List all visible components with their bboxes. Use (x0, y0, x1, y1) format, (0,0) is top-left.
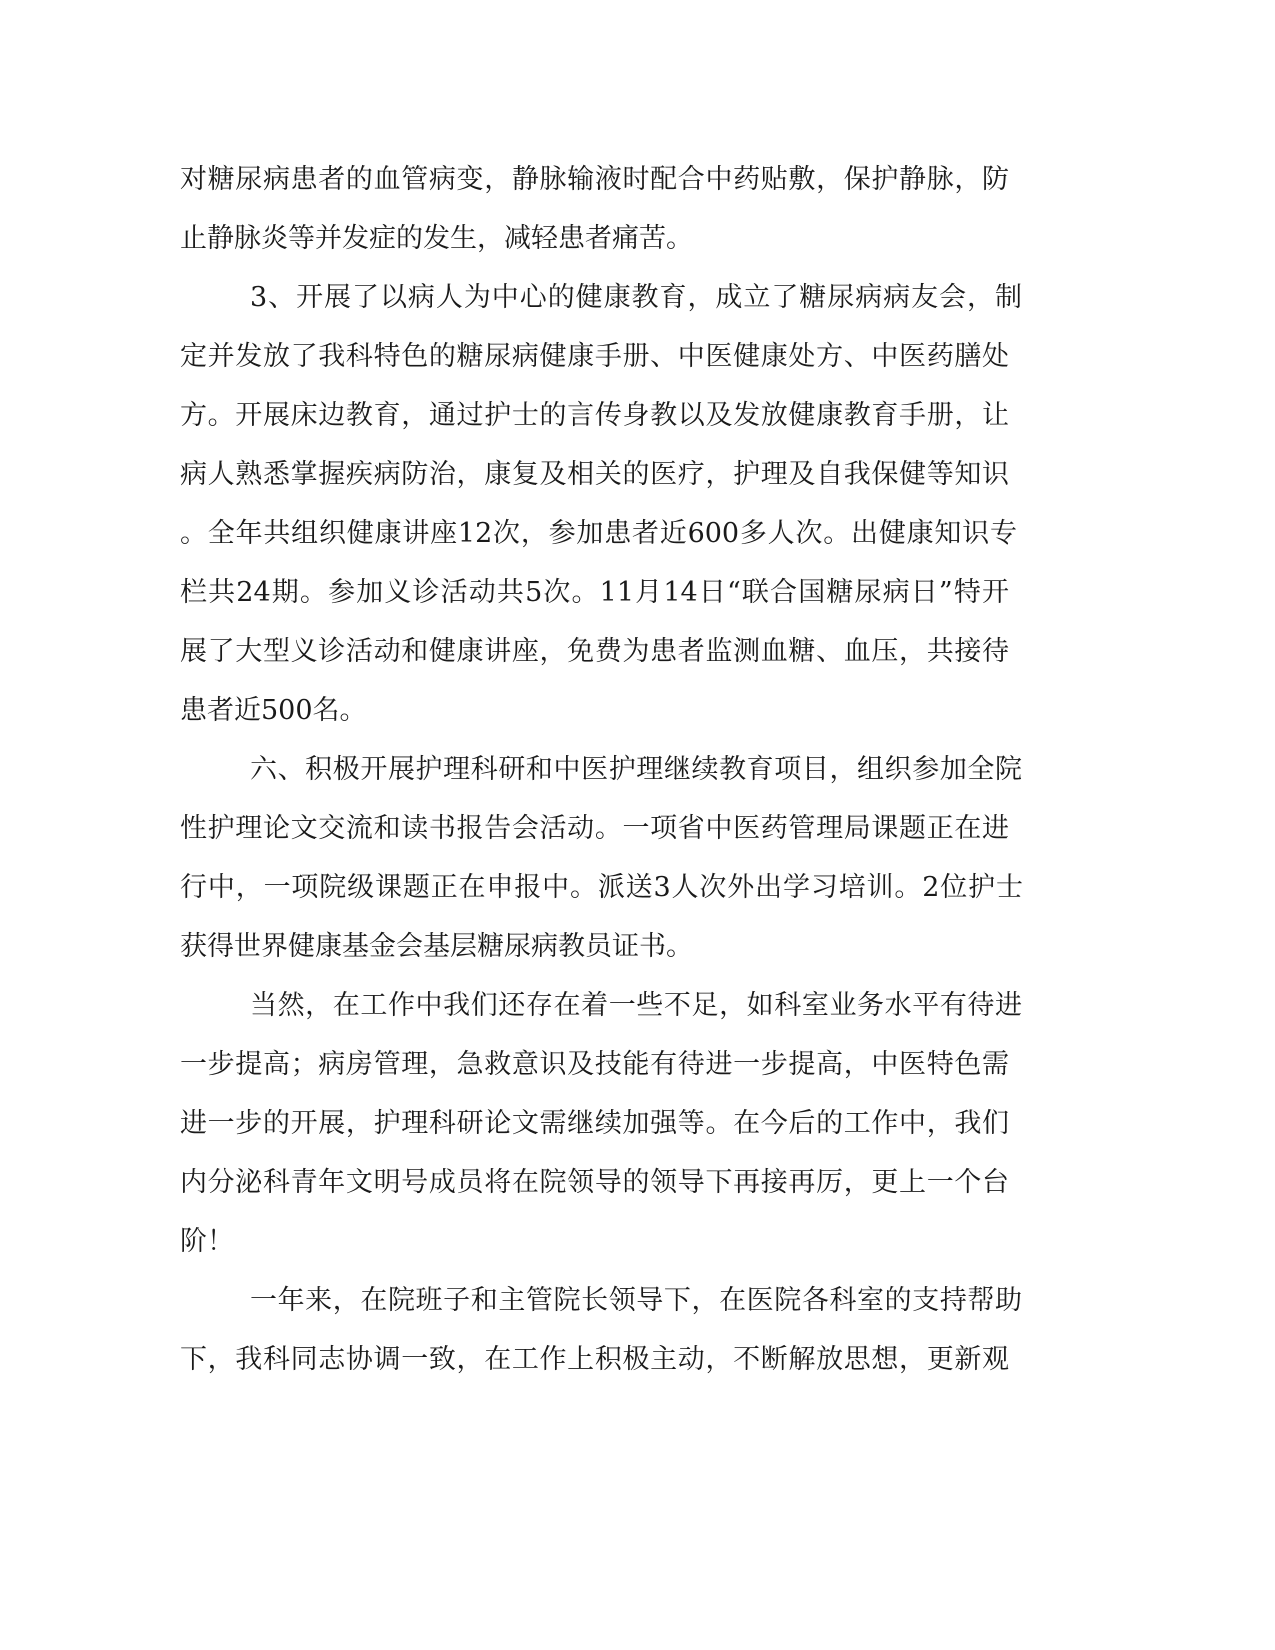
text-line: 栏共24期。参加义诊活动共5次。11月14日“联合国糖尿病日”特开 (180, 577, 1009, 608)
text-line: 3、开展了以病人为中心的健康教育，成立了糖尿病病友会，制 (250, 282, 1022, 313)
text-line: 下，我科同志协调一致，在工作上积极主动，不断解放思想，更新观 (180, 1344, 1009, 1375)
text-line: 阶！ (180, 1226, 234, 1257)
text-line: 六、积极开展护理科研和中医护理继续教育项目，组织参加全院 (250, 754, 1022, 785)
text-line: 内分泌科青年文明号成员将在院领导的领导下再接再厉，更上一个台 (180, 1167, 1009, 1198)
text-line: 行中，一项院级课题正在申报中。派送3人次外出学习培训。2位护士 (180, 872, 1023, 903)
text-line: 对糖尿病患者的血管病变，静脉输液时配合中药贴敷，保护静脉，防 (180, 164, 1009, 195)
text-line: 当然，在工作中我们还存在着一些不足，如科室业务水平有待进 (250, 990, 1022, 1021)
text-line: 定并发放了我科特色的糖尿病健康手册、中医健康处方、中医药膳处 (180, 341, 1009, 372)
text-line: 。全年共组织健康讲座12次，参加患者近600多人次。出健康知识专 (180, 518, 1017, 549)
text-line: 方。开展床边教育，通过护士的言传身教以及发放健康教育手册，让 (180, 400, 1009, 431)
text-line: 患者近500名。 (180, 695, 367, 726)
text-line: 性护理论文交流和读书报告会活动。一项省中医药管理局课题正在进 (180, 813, 1009, 844)
text-line: 一步提高；病房管理，急救意识及技能有待进一步提高，中医特色需 (180, 1049, 1009, 1080)
text-line: 病人熟悉掌握疾病防治，康复及相关的医疗，护理及自我保健等知识 (180, 459, 1009, 490)
text-line: 一年来，在院班子和主管院长领导下，在医院各科室的支持帮助 (250, 1285, 1022, 1316)
text-line: 获得世界健康基金会基层糖尿病教员证书。 (180, 931, 693, 962)
text-line: 展了大型义诊活动和健康讲座，免费为患者监测血糖、血压，共接待 (180, 636, 1009, 667)
text-line: 止静脉炎等并发症的发生，减轻患者痛苦。 (180, 223, 693, 254)
text-line: 进一步的开展，护理科研论文需继续加强等。在今后的工作中，我们 (180, 1108, 1009, 1139)
